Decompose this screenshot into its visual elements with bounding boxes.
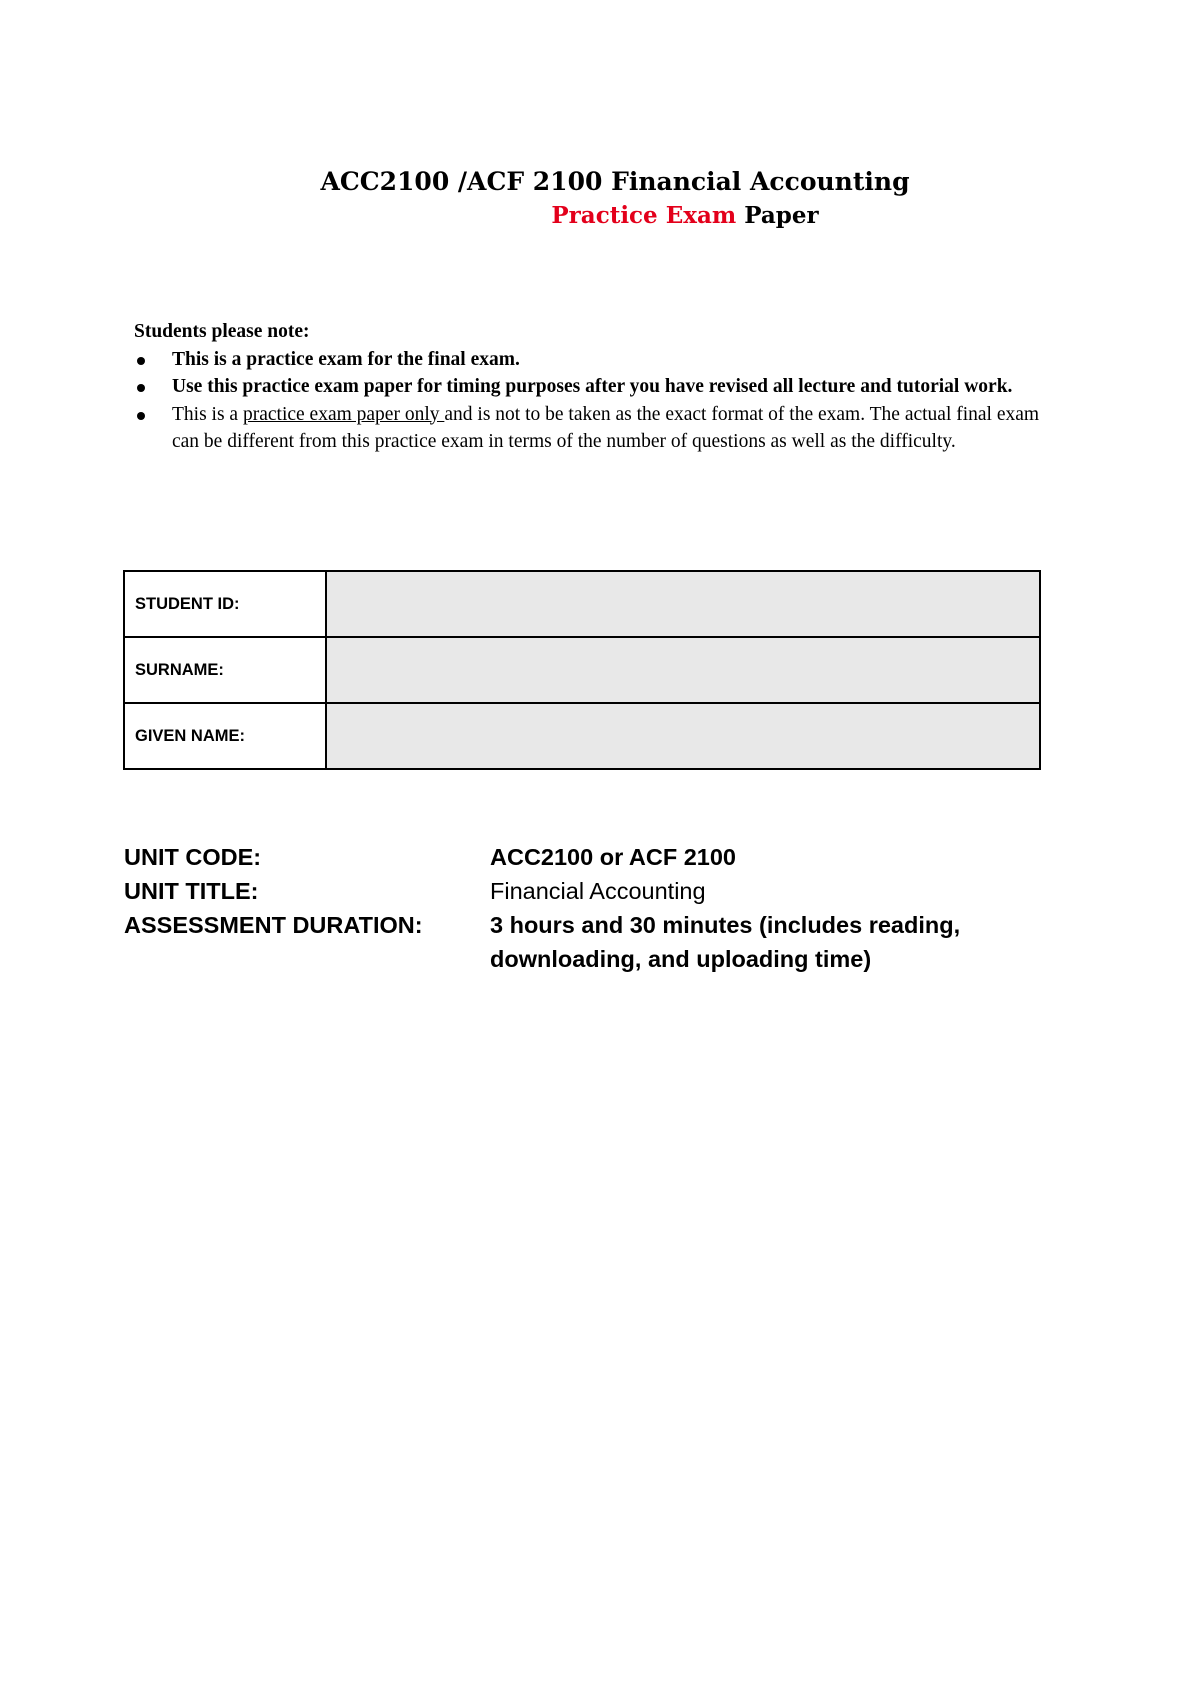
student-notes <box>134 318 1054 456</box>
unit-code-label: UNIT CODE: <box>124 844 262 870</box>
unit-info <box>124 840 1084 976</box>
notes-list <box>134 346 1054 456</box>
note-text: Use this practice exam paper for timing purposes after you have revised all lecture and tutorial work. <box>172 376 1013 397</box>
student-id-field[interactable] <box>326 571 1040 637</box>
note-item <box>134 401 1054 456</box>
subtitle-rest: Paper <box>736 202 819 229</box>
unit-title-value: Financial Accounting <box>490 878 706 904</box>
exam-subtitle <box>0 200 1200 232</box>
note-item <box>134 346 1054 374</box>
assessment-duration-label: ASSESSMENT DURATION: <box>124 912 423 938</box>
surname-field[interactable] <box>326 637 1040 703</box>
note-text-post: and is not to be taken as the exact format of the exam. The actual final exam can be different from this practice exam in terms of the number of questions as well as the difficulty. <box>172 403 1040 452</box>
given-name-label: GIVEN NAME: <box>124 703 326 769</box>
assessment-duration-row <box>124 908 1084 976</box>
unit-code-value: ACC2100 or ACF 2100 <box>490 844 736 870</box>
note-text-pre: This is a <box>172 403 243 425</box>
assessment-duration-value: 3 hours and 30 minutes (includes reading, downloading, and uploading time) <box>490 912 961 972</box>
given-name-row <box>124 703 1040 769</box>
given-name-field[interactable] <box>326 703 1040 769</box>
unit-title-label: UNIT TITLE: <box>124 878 259 904</box>
note-text-underlined: practice exam paper only <box>242 403 445 425</box>
student-id-label: STUDENT ID: <box>124 571 326 637</box>
bullet-icon <box>137 384 145 392</box>
notes-heading: Students please note: <box>134 321 310 342</box>
note-text: This is a practice exam for the final exam. <box>172 348 520 370</box>
student-id-row <box>124 571 1040 637</box>
note-item <box>134 373 1054 401</box>
unit-code-row <box>124 840 1084 874</box>
surname-label: SURNAME: <box>124 637 326 703</box>
bullet-icon <box>137 357 145 365</box>
exam-title: ACC2100 /ACF 2100 Financial Accounting <box>320 167 910 196</box>
unit-title-row <box>124 874 1084 908</box>
surname-row <box>124 637 1040 703</box>
subtitle-highlight: Practice Exam <box>551 202 737 229</box>
student-details-table <box>123 570 1041 770</box>
bullet-icon <box>137 412 145 420</box>
